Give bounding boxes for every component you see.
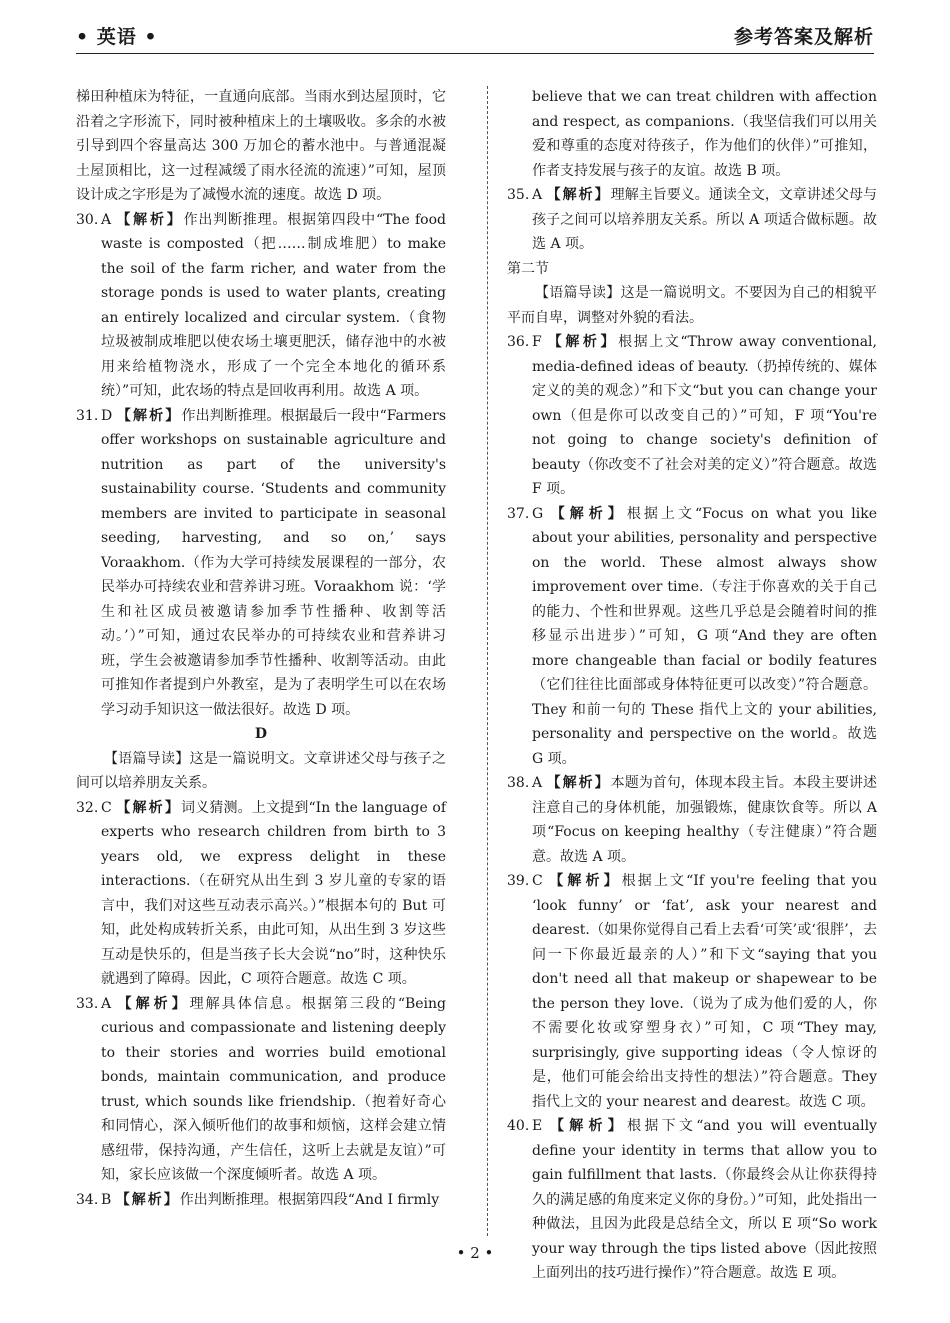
- question-number: 37.: [507, 505, 530, 522]
- question-number: 34.: [76, 1191, 99, 1208]
- answer-letter: D: [101, 407, 113, 424]
- analysis-text: 根据上文“Focus on what you like about your abilities, personality and perspective on the world. These almost always show improvement over time.（专注于你喜欢的关于自己的能力、个性和世界观。这些几乎总是会随着时间的推移显示出进步）”可知，G 项“And they are often more changeable than facial or bodily features（它们往往比面部或身体特征更可以改变）”符合题意。They 和前一句的 These 指代上文的 your abilities, personality and perspective on the world。故选 G 项。: [532, 505, 878, 767]
- analysis-text: 本题为首句，体现本段主旨。本段主要讲述注意自己的身体机能，加强锻炼，健康饮食等。所以 A 项“Focus on keeping healthy（专注健康）”符合题意。故选 A 项。: [532, 775, 878, 865]
- right-column: [507, 85, 877, 1286]
- analysis-tag: 【解析】: [115, 1191, 180, 1208]
- subject-label: • 英语 •: [76, 26, 158, 48]
- answer-letter: F: [532, 334, 542, 350]
- question-number: 35.: [507, 187, 530, 203]
- analysis-tag: 【解析】: [116, 211, 184, 228]
- question-number: 39.: [507, 873, 530, 889]
- analysis-text: 作出判断推理。根据第四段“And I firmly: [179, 1191, 440, 1208]
- analysis-tag: 【解析】: [116, 799, 182, 816]
- answer-34: [76, 1188, 446, 1213]
- analysis-tag: 【解析】: [547, 334, 619, 350]
- page-number: • 2 •: [456, 1244, 494, 1262]
- question-number: 31.: [76, 407, 99, 424]
- answer-letter: G: [532, 505, 544, 522]
- analysis-text: 根据上文“Throw away conventional, media-defined ideas of beauty.（扔掉传统的、媒体定义的美的观念）”和下文“but you can change your own（但是你可以改变自己的）”可知，F 项“You're not going to change society's definition of beauty（你改变不了社会对美的定义）”符合题意。故选 F 项。: [532, 334, 877, 497]
- analysis-tag: 【解析】: [549, 1118, 628, 1134]
- answer-letter: C: [101, 799, 112, 816]
- analysis-tag: 【解析】: [116, 407, 182, 424]
- answer-35: [507, 183, 877, 257]
- question-number: 33.: [76, 995, 99, 1012]
- analysis-tag: 【解析】: [550, 505, 627, 522]
- answer-30: [76, 208, 446, 404]
- answer-36: [507, 330, 877, 502]
- answer-38: [507, 771, 877, 869]
- column-divider: [487, 86, 488, 1236]
- analysis-text: 理解主旨要义。通读全文，文章讲述父母与孩子之间可以培养朋友关系。所以 A 项适合做标题。故选 A 项。: [532, 187, 878, 252]
- question-number: 36.: [507, 334, 530, 350]
- analysis-text: 作出判断推理。根据最后一段中“Farmers offer workshops on sustainable agriculture and nutrition as part of the university's sustainability course. ‘Students and community members are invited to participate in seasonal seeding, harvesting, and so on,’ says Voraakhom.（作为大学可持续发展课程的一部分，农民举办可持续农业和营养讲习班。Voraakhom 说：‘学生和社区成员被邀请参加季节性播种、收割等活动。’）”可知，通过农民举办的可持续农业和营养讲习班，学生会被邀请参加季节性播种、收割等活动。由此可推知作者提到户外教室，是为了表明学生可以在农场学习动手知识这一做法很好。故选 D 项。: [101, 407, 447, 718]
- question-number: 40.: [507, 1118, 530, 1134]
- analysis-text: 根据下文“and you will eventually define your identity in terms that allow you to gain fulfillment that lasts.（你最终会从让你获得持久的满足感的角度来定义你的身份。）”可知，此处指出一种做法，且因为此段是总结全文，所以 E 项“So work your way through the tips listed above（因此按照上面列出的技巧进行操作）”符合题意。故选 E 项。: [532, 1118, 878, 1281]
- analysis-tag: 【解析】: [117, 995, 190, 1012]
- answer-letter: A: [101, 995, 112, 1012]
- answer-37: [507, 502, 877, 772]
- answer-31: [76, 404, 446, 723]
- question-number: 38.: [507, 775, 530, 791]
- analysis-tag: 【解析】: [546, 187, 611, 203]
- answer-letter: E: [532, 1118, 543, 1134]
- analysis-tag: 【解析】: [546, 775, 611, 791]
- answer-33: [76, 992, 446, 1188]
- analysis-tag: 【解析】: [549, 873, 622, 889]
- answer-letter: A: [101, 211, 112, 228]
- answer-letter: C: [532, 873, 543, 889]
- carry-over-text: 梯田种植床为特征，一直通向底部。当雨水到达屋顶时，它沿着之字形流下，同时被种植床上的土壤吸收。多余的水被引导到四个容量高达 300 万加仑的蓄水池中。与普通混凝土屋顶相比，这一过程减缓了雨水径流的流速）”可知，屋顶设计成之字形是为了减慢水流的速度。故选 D 项。: [76, 89, 446, 203]
- analysis-text: 词义猜测。上文提到“In the language of experts who research children from birth to 3 years old, we express delight in these interactions.（在研究从出生到 3 岁儿童的专家的语言中，我们对这些互动表示高兴。）”根据本句的 But 可知，此处构成转折关系，由此可知，从出生到 3 岁这些互动是快乐的，但是当孩子长大会说“no”时，这种快乐就遇到了障碍。因此，C 项符合题意。故选 C 项。: [101, 799, 447, 987]
- section-two-heading: 第二节: [507, 260, 549, 277]
- answer-letter: A: [532, 775, 543, 791]
- analysis-text: 作出判断推理。根据第四段中“The food waste is composted（把……制成堆肥）to make the soil of the farm richer, and water from the storage ponds is used to water plants, creating an entirely localized and circular system.（食物垃圾被制成堆肥以使农场土壤更肥沃，储存池中的水被用来给植物浇水，形成了一个完全本地化的循环系统）”可知，此农场的特点是回收再利用。故选 A 项。: [101, 211, 447, 399]
- question-number: 32.: [76, 799, 99, 816]
- carry-over-text: believe that we can treat children with affection and respect, as companions.（我坚信我们可以用关爱和尊重的态度对待孩子，作为他们的伙伴）”可推知，作者支持发展与孩子的友谊。故选 B 项。: [532, 89, 877, 179]
- page-header: [76, 20, 874, 54]
- answer-32: [76, 796, 446, 992]
- question-number: 30.: [76, 211, 99, 228]
- passage-intro: 【语篇导读】这是一篇说明文。文章讲述父母与孩子之间可以培养朋友关系。: [76, 750, 446, 791]
- answer-letter: A: [532, 187, 543, 203]
- analysis-text: 理解具体信息。根据第三段的“Being curious and compassionate and listening deeply to their stories and worries build emotional bonds, maintain communication, and produce trust, which sounds like friendship.（抱着好奇心和同情心，深入倾听他们的故事和烦恼，这样会建立情感纽带，保持沟通，产生信任，这听上去就是友谊）”可知，家长应该做一个深度倾听者。故选 A 项。: [101, 995, 447, 1183]
- section-title: 参考答案及解析: [733, 26, 874, 48]
- left-column: [76, 85, 446, 1212]
- analysis-text: 根据上文“If you're feeling that you ‘look funny’ or ‘fat’, ask your nearest and dearest.（如果你觉得自己看上去看‘可笑’或‘很胖’，去问一下你最近最亲的人）”和下文“saying that you don't need all that makeup or shapewear to be the person they love.（说为了成为他们爱的人，你不需要化妆或穿塑身衣）”可知，C 项“They may, surprisingly, give supporting ideas（令人惊讶的是，他们可能会给出支持性的想法）”符合题意。They 指代上文的 your nearest and dearest。故选 C 项。: [532, 873, 878, 1110]
- answer-39: [507, 869, 877, 1114]
- passage-intro: 【语篇导读】这是一篇说明文。不要因为自己的相貌平平而自卑，调整对外貌的看法。: [507, 285, 877, 326]
- section-d-heading: D: [254, 726, 268, 742]
- answer-letter: B: [101, 1191, 112, 1208]
